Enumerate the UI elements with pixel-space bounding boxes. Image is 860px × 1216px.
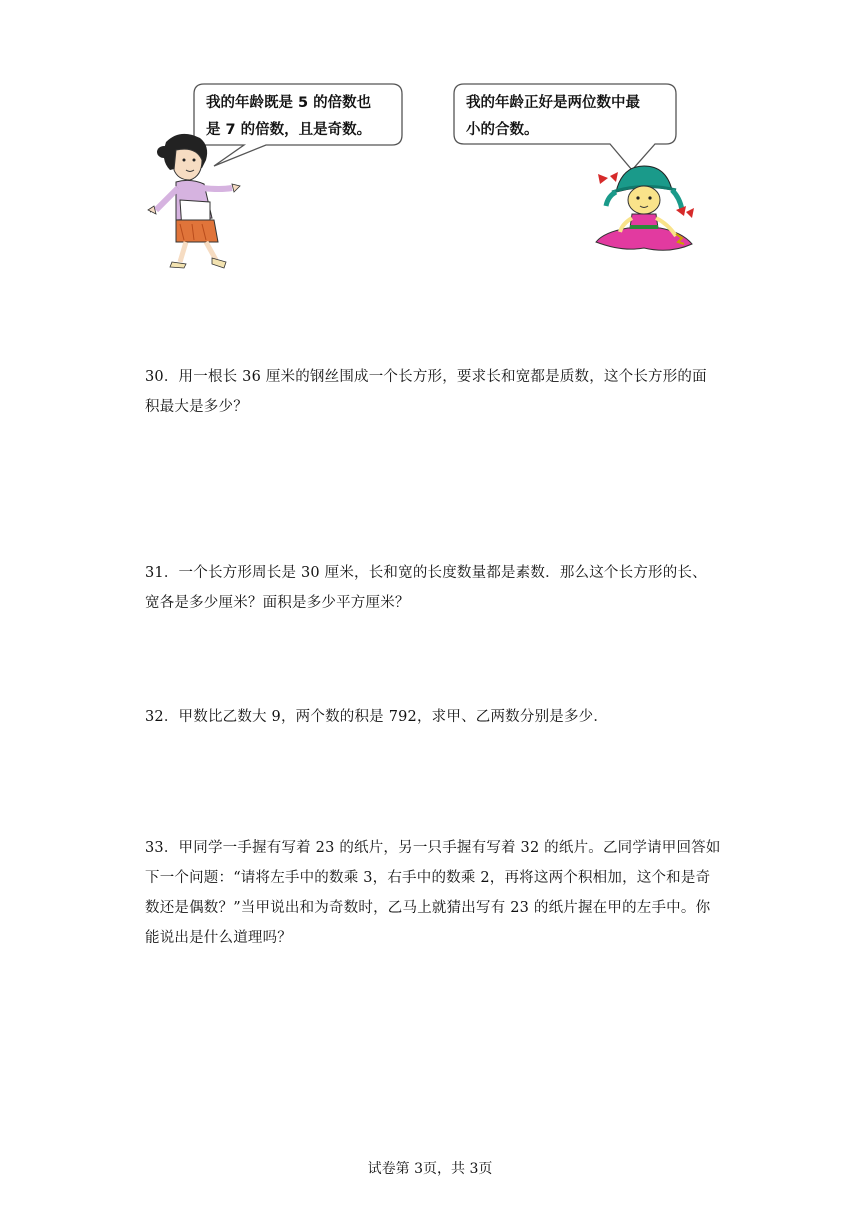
question-30	[145, 362, 725, 422]
question-30-line-2: 积最大是多少？	[145, 399, 248, 415]
woman-figure-illustration	[140, 130, 250, 275]
page-footer: 试卷第 3页，共 3页	[367, 1161, 493, 1177]
question-33-line-2: 下一个问题：“请将左手中的数乘 3，右手中的数乘 2，再将这两个积相加，这个和是奇	[145, 870, 711, 886]
question-32	[145, 702, 725, 732]
question-33-line-4: 能说出是什么道理吗？	[145, 930, 292, 946]
question-31	[145, 558, 725, 618]
question-31-line-2: 宽各是多少厘米？面积是多少平方厘米？	[145, 595, 410, 611]
right-bubble-text	[466, 90, 640, 144]
question-31-line-1: 31．一个长方形周长是 30 厘米，长和宽的长度数量都是素数．那么这个长方形的长、	[145, 565, 707, 581]
question-33-line-1: 33．甲同学一手握有写着 23 的纸片，另一只手握有写着 32 的纸片。乙同学请甲回答如	[145, 840, 721, 856]
right-bubble-line-1: 我的年龄正好是两位数中最	[466, 95, 640, 111]
left-bubble-line-2: 是 7 的倍数，且是奇数。	[206, 122, 372, 138]
girl-figure-illustration	[592, 162, 702, 262]
question-33-line-3: 数还是偶数？”当甲说出和为奇数时，乙马上就猜出写有 23 的纸片握在甲的左手中。你	[145, 900, 711, 916]
question-32-line-1: 32．甲数比乙数大 9，两个数的积是 792，求甲、乙两数分别是多少．	[145, 709, 609, 725]
left-bubble-line-1: 我的年龄既是 5 的倍数也	[206, 95, 372, 111]
question-33	[145, 833, 725, 953]
right-bubble-line-2: 小的合数。	[466, 122, 539, 138]
question-30-line-1: 30．用一根长 36 厘米的钢丝围成一个长方形，要求长和宽都是质数，这个长方形的面	[145, 369, 707, 385]
